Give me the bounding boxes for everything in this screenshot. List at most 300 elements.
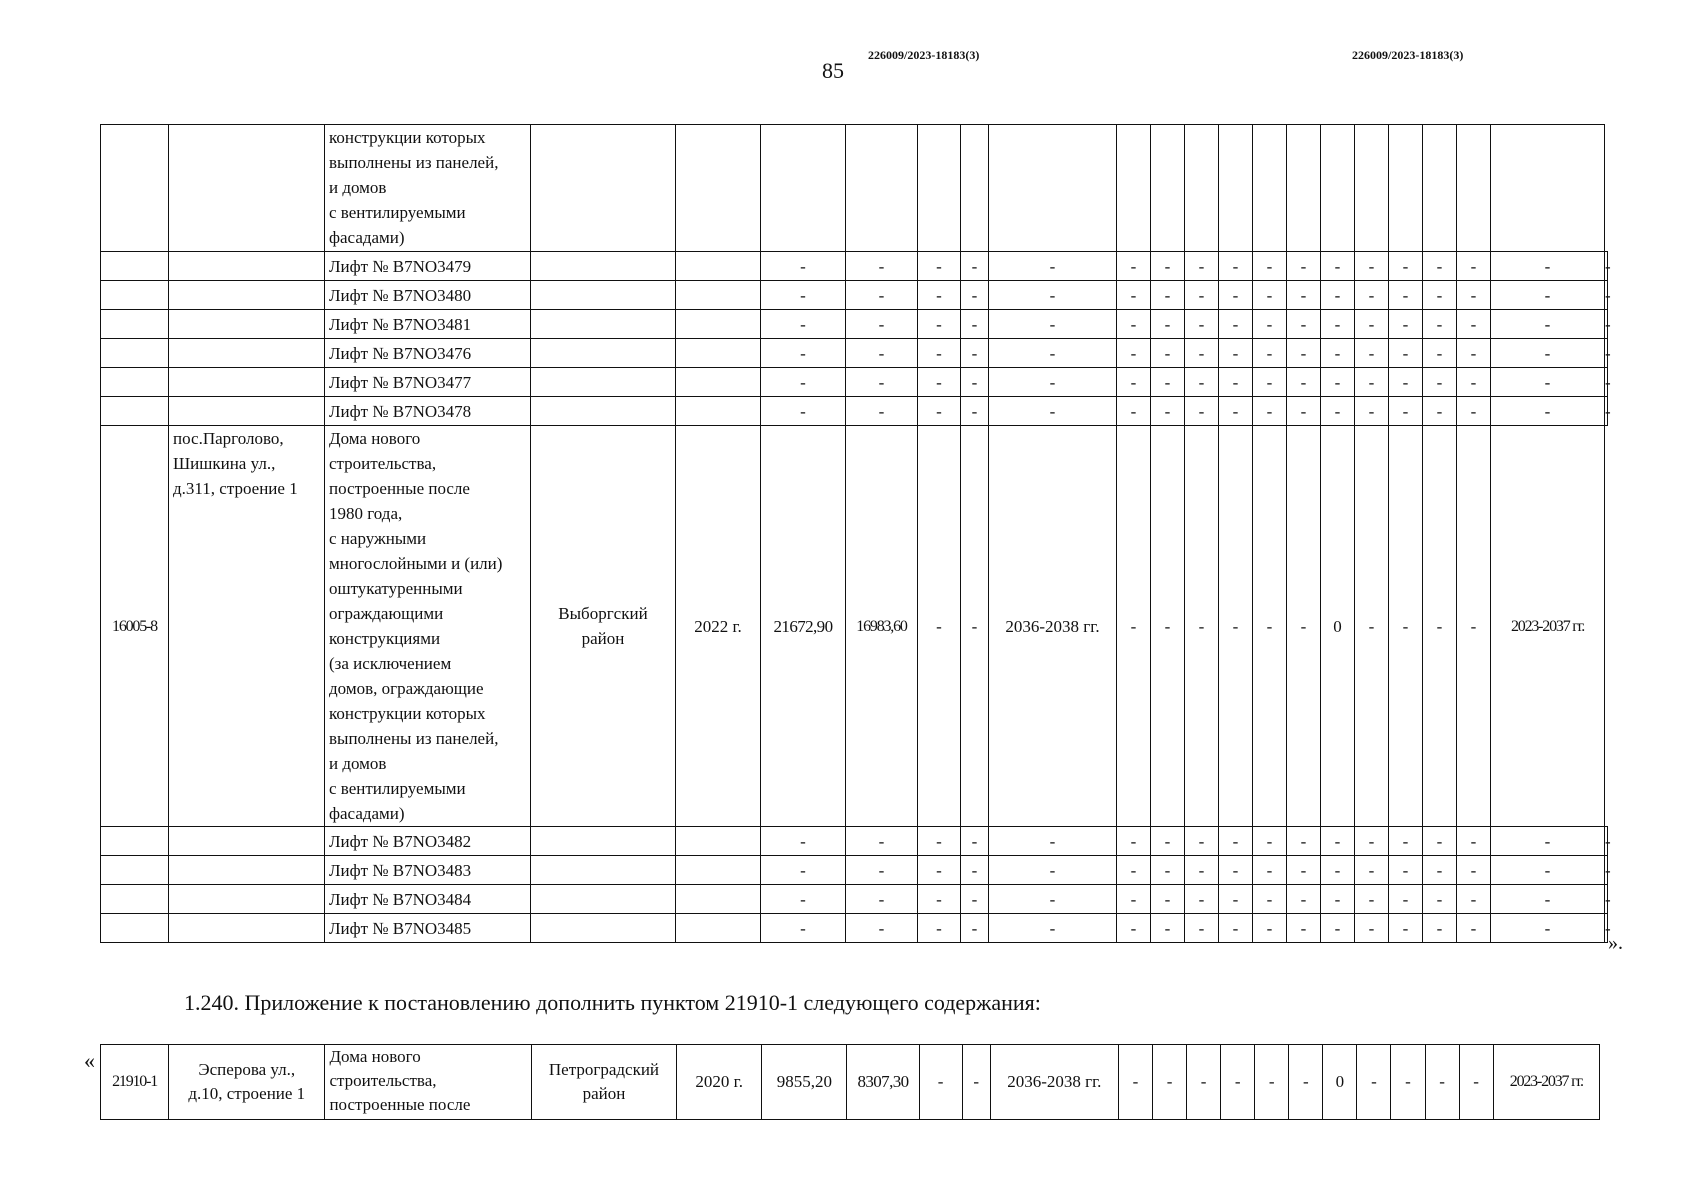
dash-cell: - <box>1355 827 1389 856</box>
district-cell <box>531 426 676 827</box>
year-cell <box>676 310 761 339</box>
housing-program-table <box>100 124 1611 943</box>
work-cell: 0 <box>1321 426 1355 827</box>
dash-cell: - <box>1389 281 1423 310</box>
dash-cell: - <box>1321 827 1355 856</box>
dash-cell: - <box>1287 914 1321 943</box>
dash-cell: - <box>1151 252 1185 281</box>
dash-cell: - <box>989 914 1117 943</box>
dash-cell: - <box>1355 281 1389 310</box>
dash-cell: - <box>761 397 846 426</box>
address-line: д.10, строение 1 <box>188 1084 306 1103</box>
dash-cell: - <box>1423 856 1457 885</box>
lift-row <box>101 310 1608 339</box>
dash-cell: - <box>1151 339 1185 368</box>
address-cell <box>169 125 325 252</box>
dash-cell: - <box>846 827 918 856</box>
dash-cell: - <box>761 827 846 856</box>
dash-cell: - <box>846 397 918 426</box>
period-cell: 2036-2038 гг. <box>989 426 1117 827</box>
year-cell <box>676 368 761 397</box>
dash-cell: - <box>1185 914 1219 943</box>
work-cell: - <box>1355 426 1389 827</box>
dash-cell: - <box>1151 827 1185 856</box>
dash-cell: - <box>1253 885 1287 914</box>
dash-cell: - <box>1287 281 1321 310</box>
dash-cell: - <box>761 885 846 914</box>
dash-cell: - <box>1423 914 1457 943</box>
work-cell: - <box>1187 1045 1221 1120</box>
dash-cell: - <box>1287 885 1321 914</box>
dash-cell: - <box>846 914 918 943</box>
district-cell <box>531 252 676 281</box>
lift-label-cell: Лифт № В7NO3483 <box>325 856 531 885</box>
number-cell <box>101 281 169 310</box>
type-line: многослойными и (или) <box>329 554 503 573</box>
dash-cell: - <box>761 252 846 281</box>
type-line: построенные после <box>329 479 470 498</box>
dash-cell: - <box>1321 885 1355 914</box>
address-cell <box>169 914 325 943</box>
type-line: строительства, <box>329 1071 437 1090</box>
dash-cell: - <box>1253 281 1287 310</box>
new-item-table <box>100 1044 1600 1120</box>
type-line: строительства, <box>329 454 437 473</box>
year-cell <box>676 252 761 281</box>
dash-cell: - <box>1355 368 1389 397</box>
dash-cell: - <box>1423 339 1457 368</box>
dash-cell: - <box>1457 339 1491 368</box>
address-cell <box>169 827 325 856</box>
dash-cell: - <box>918 914 961 943</box>
number-cell <box>101 252 169 281</box>
dash-cell: - <box>846 252 918 281</box>
dash-cell: - <box>1491 397 1605 426</box>
dash-cell: - <box>1457 827 1491 856</box>
work-cell: 0 <box>1323 1045 1357 1120</box>
address-line: д.311, строение 1 <box>173 479 298 498</box>
dash-cell: - <box>1287 252 1321 281</box>
district-cell <box>531 397 676 426</box>
dash-cell: - <box>1117 914 1151 943</box>
dash-cell: - <box>1321 856 1355 885</box>
building-type-cell <box>325 426 531 827</box>
address-cell <box>169 339 325 368</box>
dash-cell: - <box>761 281 846 310</box>
address-cell <box>169 310 325 339</box>
dash-cell: - <box>1287 310 1321 339</box>
dash-cell: - <box>1355 856 1389 885</box>
dash-cell: - <box>1457 856 1491 885</box>
document-id-stamp: 226009/2023-18183(3) <box>1352 48 1464 62</box>
dash-cell: - <box>1117 827 1151 856</box>
district-line: Петроградский <box>548 1060 660 1079</box>
dash-cell: - <box>1185 281 1219 310</box>
address-cell <box>169 252 325 281</box>
plan-period-cell: 2023-2037 гг. <box>1493 1045 1599 1120</box>
dash-cell: - <box>1151 856 1185 885</box>
type-line: Дома нового <box>329 429 421 448</box>
dash-cell: - <box>846 339 918 368</box>
dash-cell: - <box>1185 368 1219 397</box>
page-number: 85 <box>822 58 844 83</box>
work-cell: - <box>1219 426 1253 827</box>
dash-cell: - <box>1389 252 1423 281</box>
district-cell <box>531 310 676 339</box>
dash-cell: - <box>1151 914 1185 943</box>
lift-label-cell: Лифт № В7NO3485 <box>325 914 531 943</box>
dash-cell: - <box>918 856 961 885</box>
type-line: фасадами) <box>329 228 405 247</box>
type-line: с вентилируемыми <box>329 779 466 798</box>
lift-row <box>101 397 1608 426</box>
dash-cell: - <box>1321 281 1355 310</box>
dash-cell: - <box>1321 914 1355 943</box>
dash-cell: - <box>961 368 989 397</box>
dash-cell: - <box>1151 885 1185 914</box>
dash-cell: - <box>1287 856 1321 885</box>
dash-cell: - <box>961 914 989 943</box>
dash-cell: - <box>1117 310 1151 339</box>
dash-cell: - <box>1491 252 1605 281</box>
work-cell: - <box>1117 426 1151 827</box>
year-cell <box>676 856 761 885</box>
building-row <box>101 426 1608 827</box>
plan-period-cell: 2023-2037 гг. <box>1491 426 1605 827</box>
dash-cell: - <box>1185 339 1219 368</box>
dash-cell: - <box>1355 397 1389 426</box>
dash-cell: - <box>1219 885 1253 914</box>
dash-cell: - <box>918 339 961 368</box>
lift-label-cell: Лифт № В7NO3480 <box>325 281 531 310</box>
value-cell: - <box>962 1045 990 1120</box>
value-cell: - <box>918 426 961 827</box>
dash-cell: - <box>1389 885 1423 914</box>
dash-cell: - <box>918 281 961 310</box>
dash-cell: - <box>1185 310 1219 339</box>
dash-cell: - <box>1321 310 1355 339</box>
dash-cell: - <box>961 856 989 885</box>
dash-cell: - <box>1389 914 1423 943</box>
dash-cell: - <box>1185 856 1219 885</box>
dash-cell: - <box>1491 856 1605 885</box>
dash-cell: - <box>1605 252 1608 281</box>
work-cell: - <box>1151 426 1185 827</box>
dash-cell: - <box>761 856 846 885</box>
dash-cell: - <box>846 368 918 397</box>
dash-cell: - <box>1253 339 1287 368</box>
type-line: конструкции которых <box>329 704 486 723</box>
dash-cell: - <box>1423 827 1457 856</box>
district-cell <box>531 368 676 397</box>
dash-cell: - <box>761 339 846 368</box>
work-cell: - <box>1457 426 1491 827</box>
dash-cell: - <box>1355 310 1389 339</box>
lift-row <box>101 827 1608 856</box>
continuation-row <box>101 125 1608 252</box>
work-cell: - <box>1287 426 1321 827</box>
total-area-cell: 21672,90 <box>761 426 846 827</box>
district-cell <box>531 885 676 914</box>
dash-cell: - <box>1491 827 1605 856</box>
dash-cell: - <box>1355 339 1389 368</box>
dash-cell: - <box>918 827 961 856</box>
dash-cell: - <box>1253 252 1287 281</box>
address-cell <box>169 856 325 885</box>
section-paragraph: 1.240. Приложение к постановлению дополнить пунктом 21910-1 следующего содержания: <box>184 990 1041 1015</box>
opening-quote: « <box>84 1048 95 1073</box>
dash-cell: - <box>1219 368 1253 397</box>
work-cell: - <box>1153 1045 1187 1120</box>
number-cell <box>101 397 169 426</box>
lift-label-cell: Лифт № В7NO3484 <box>325 885 531 914</box>
dash-cell: - <box>1117 368 1151 397</box>
type-line: конструкциями <box>329 629 441 648</box>
dash-cell: - <box>989 397 1117 426</box>
year-cell <box>676 281 761 310</box>
work-cell: - <box>1389 426 1423 827</box>
year-cell: 2022 г. <box>676 426 761 827</box>
building-type-cell <box>325 1045 531 1120</box>
district-line: район <box>581 629 625 648</box>
dash-cell: - <box>1605 827 1608 856</box>
address-cell <box>169 885 325 914</box>
work-cell: - <box>1423 426 1457 827</box>
dash-cell: - <box>1219 856 1253 885</box>
dash-cell: - <box>1321 368 1355 397</box>
dash-cell: - <box>1457 914 1491 943</box>
type-line: (за исключением <box>329 654 452 673</box>
dash-cell: - <box>846 310 918 339</box>
work-cell: - <box>1221 1045 1255 1120</box>
dash-cell: - <box>1355 914 1389 943</box>
dash-cell: - <box>1457 281 1491 310</box>
number-cell <box>101 125 169 252</box>
type-line: выполнены из панелей, <box>329 729 499 748</box>
district-cell <box>531 856 676 885</box>
number-cell <box>101 339 169 368</box>
dash-cell: - <box>989 281 1117 310</box>
dash-cell: - <box>1219 310 1253 339</box>
district-line: Выборгский <box>558 604 648 623</box>
year-cell <box>676 885 761 914</box>
dash-cell: - <box>1355 885 1389 914</box>
dash-cell: - <box>1605 856 1608 885</box>
dash-cell: - <box>1457 397 1491 426</box>
dash-cell: - <box>1457 310 1491 339</box>
dash-cell: - <box>1457 252 1491 281</box>
address-cell <box>169 281 325 310</box>
building-number: 16005-8 <box>101 426 169 827</box>
dash-cell: - <box>989 252 1117 281</box>
dash-cell: - <box>1605 310 1608 339</box>
dash-cell: - <box>1219 252 1253 281</box>
work-cell: - <box>1253 426 1287 827</box>
district-cell <box>531 339 676 368</box>
dash-cell: - <box>1321 397 1355 426</box>
dash-cell: - <box>961 885 989 914</box>
type-line: и домов <box>329 178 387 197</box>
dash-cell: - <box>846 856 918 885</box>
dash-cell: - <box>1185 827 1219 856</box>
lift-label-cell: Лифт № В7NO3476 <box>325 339 531 368</box>
year-cell <box>676 397 761 426</box>
lift-row <box>101 885 1608 914</box>
dash-cell: - <box>1491 281 1605 310</box>
document-id-stamp: 226009/2023-18183(3) <box>868 48 980 62</box>
dash-cell: - <box>1423 885 1457 914</box>
dash-cell: - <box>761 310 846 339</box>
dash-cell: - <box>1423 397 1457 426</box>
address-line: Шишкина ул., <box>173 454 276 473</box>
lift-row <box>101 339 1608 368</box>
type-line: конструкции которых <box>329 128 486 147</box>
district-cell <box>531 1045 676 1120</box>
dash-cell: - <box>1605 281 1608 310</box>
dash-cell: - <box>1491 339 1605 368</box>
building-type-cell <box>325 125 531 252</box>
dash-cell: - <box>1219 281 1253 310</box>
dash-cell: - <box>1117 281 1151 310</box>
dash-cell: - <box>989 368 1117 397</box>
value-cell: - <box>919 1045 962 1120</box>
dash-cell: - <box>846 885 918 914</box>
dash-cell: - <box>1185 252 1219 281</box>
type-line: и домов <box>329 754 387 773</box>
dash-cell: - <box>961 397 989 426</box>
year-cell <box>676 914 761 943</box>
lift-row <box>101 368 1608 397</box>
living-area-cell: 8307,30 <box>847 1045 919 1120</box>
lift-label-cell: Лифт № В7NO3477 <box>325 368 531 397</box>
dash-cell: - <box>918 252 961 281</box>
dash-cell: - <box>1253 856 1287 885</box>
dash-cell: - <box>989 885 1117 914</box>
dash-cell: - <box>1117 252 1151 281</box>
dash-cell: - <box>1457 368 1491 397</box>
year-cell <box>676 339 761 368</box>
dash-cell: - <box>961 339 989 368</box>
address-cell <box>169 368 325 397</box>
dash-cell: - <box>1389 827 1423 856</box>
year-cell: 2020 г. <box>677 1045 762 1120</box>
dash-cell: - <box>761 914 846 943</box>
address-cell <box>169 426 325 827</box>
dash-cell: - <box>761 368 846 397</box>
total-area-cell: 9855,20 <box>762 1045 847 1120</box>
dash-cell: - <box>1457 885 1491 914</box>
dash-cell: - <box>1287 339 1321 368</box>
dash-cell: - <box>961 310 989 339</box>
type-line: оштукатуренными <box>329 579 463 598</box>
dash-cell: - <box>1355 252 1389 281</box>
dash-cell: - <box>1117 397 1151 426</box>
work-cell: - <box>1289 1045 1323 1120</box>
dash-cell: - <box>1287 827 1321 856</box>
dash-cell: - <box>1491 914 1605 943</box>
dash-cell: - <box>1605 914 1608 943</box>
dash-cell: - <box>1491 368 1605 397</box>
dash-cell: - <box>989 827 1117 856</box>
dash-cell: - <box>1287 368 1321 397</box>
dash-cell: - <box>1219 397 1253 426</box>
lift-row <box>101 252 1608 281</box>
period-cell: 2036-2038 гг. <box>990 1045 1118 1120</box>
dash-cell: - <box>1423 310 1457 339</box>
dash-cell: - <box>1389 856 1423 885</box>
type-line: ограждающими <box>329 604 444 623</box>
dash-cell: - <box>1423 281 1457 310</box>
dash-cell: - <box>1253 368 1287 397</box>
lift-label-cell: Лифт № В7NO3479 <box>325 252 531 281</box>
type-line: построенные после <box>329 1095 471 1114</box>
lift-row <box>101 281 1608 310</box>
work-cell: - <box>1118 1045 1152 1120</box>
lift-row <box>101 856 1608 885</box>
dash-cell: - <box>846 281 918 310</box>
number-cell <box>101 856 169 885</box>
dash-cell: - <box>1253 310 1287 339</box>
dash-cell: - <box>1491 310 1605 339</box>
type-line: с вентилируемыми <box>329 203 466 222</box>
dash-cell: - <box>1321 339 1355 368</box>
lift-label-cell: Лифт № В7NO3481 <box>325 310 531 339</box>
lift-label-cell: Лифт № В7NO3482 <box>325 827 531 856</box>
district-cell <box>531 914 676 943</box>
value-cell: - <box>961 426 989 827</box>
work-cell: - <box>1459 1045 1493 1120</box>
dash-cell: - <box>1219 339 1253 368</box>
dash-cell: - <box>1605 368 1608 397</box>
dash-cell: - <box>989 339 1117 368</box>
dash-cell: - <box>918 397 961 426</box>
living-area-cell: 16983,60 <box>846 426 918 827</box>
work-cell: - <box>1185 426 1219 827</box>
address-cell <box>169 1045 325 1120</box>
type-line: 1980 года, <box>329 504 403 523</box>
number-cell <box>101 914 169 943</box>
dash-cell: - <box>1117 339 1151 368</box>
number-cell <box>101 885 169 914</box>
year-cell <box>676 827 761 856</box>
dash-cell: - <box>989 310 1117 339</box>
work-cell: - <box>1357 1045 1391 1120</box>
dash-cell: - <box>1491 885 1605 914</box>
dash-cell: - <box>1151 397 1185 426</box>
type-line: выполнены из панелей, <box>329 153 499 172</box>
building-number: 21910-1 <box>101 1045 169 1120</box>
number-cell <box>101 310 169 339</box>
dash-cell: - <box>918 310 961 339</box>
dash-cell: - <box>961 252 989 281</box>
dash-cell: - <box>1117 856 1151 885</box>
dash-cell: - <box>1253 827 1287 856</box>
address-line: пос.Парголово, <box>173 429 284 448</box>
dash-cell: - <box>1151 368 1185 397</box>
type-line: Дома нового <box>329 1047 421 1066</box>
address-cell <box>169 397 325 426</box>
work-cell: - <box>1425 1045 1459 1120</box>
lift-label-cell: Лифт № В7NO3478 <box>325 397 531 426</box>
closing-quote: ». <box>1608 932 1623 954</box>
type-line: фасадами) <box>329 804 405 823</box>
dash-cell: - <box>1219 827 1253 856</box>
dash-cell: - <box>1605 397 1608 426</box>
dash-cell: - <box>1185 397 1219 426</box>
dash-cell: - <box>1389 397 1423 426</box>
dash-cell: - <box>1253 914 1287 943</box>
dash-cell: - <box>961 281 989 310</box>
